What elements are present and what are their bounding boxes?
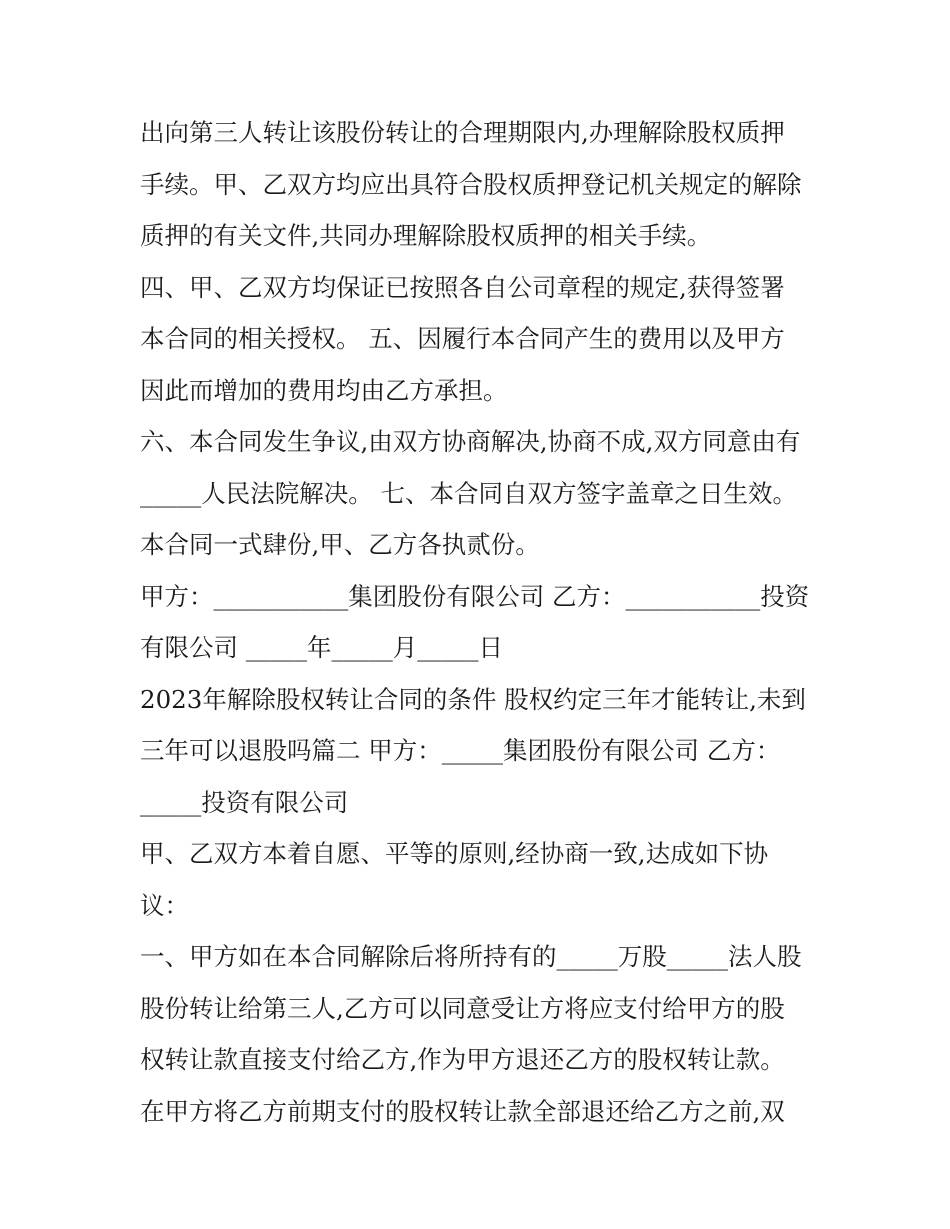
text-line: 一、甲方如在本合同解除后将所持有的_____万股_____法人股 (140, 942, 802, 971)
text-line: 手续。甲、乙双方均应出具符合股权质押登记机关规定的解除 (140, 169, 802, 199)
text-line: 2023年解除股权转让合同的条件 股权约定三年才能转让,未到 (140, 684, 806, 714)
text-line: 有限公司 _____年_____月_____日 (140, 633, 504, 662)
text-line: 四、甲、乙双方均保证已按照各自公司章程的规定,获得签署 (140, 272, 785, 302)
text-line: _____人民法院解决。 七、本合同自双方签字盖章之日生效。 (140, 478, 798, 508)
text-line: 股份转让给第三人,乙方可以同意受让方将应支付给甲方的股 (140, 993, 785, 1023)
text-line: 甲、乙双方本着自愿、平等的原则,经协商一致,达成如下协 (140, 839, 769, 868)
text-line: 本合同的相关授权。 五、因履行本合同产生的费用以及甲方 (140, 324, 785, 353)
text-line: 因此而增加的费用均由乙方承担。 (140, 375, 508, 405)
text-line: 甲方：___________集团股份有限公司 乙方：___________投资 (140, 581, 810, 611)
text-line: 本合同一式肆份,甲、乙方各执贰份。 (140, 530, 540, 559)
text-line: 六、本合同发生争议,由双方协商解决,协商不成,双方同意由有 (140, 427, 801, 456)
text-line: 议： (140, 890, 189, 920)
contract-text (140, 107, 830, 1137)
text-line: 权转让款直接支付给乙方,作为甲方退还乙方的股权转让款。 (140, 1045, 785, 1074)
text-line: 出向第三人转让该股份转让的合理期限内,办理解除股权质押 (140, 118, 785, 147)
text-line: 三年可以退股吗篇二 甲方：_____集团股份有限公司 乙方： (140, 736, 781, 765)
text-line: 在甲方将乙方前期支付的股权转让款全部退还给乙方之前,双 (140, 1096, 785, 1126)
text-line: 质押的有关文件,共同办理解除股权质押的相关手续。 (140, 221, 712, 250)
text-line: _____投资有限公司 (140, 787, 349, 817)
